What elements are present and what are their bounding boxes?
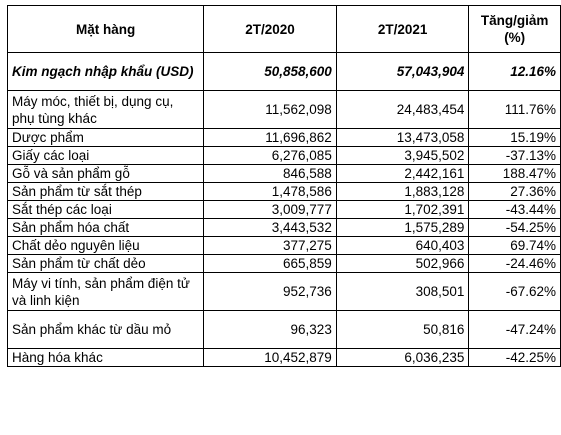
row-2020: 11,696,862 <box>204 129 337 147</box>
row-item: Sản phẩm hóa chất <box>8 219 204 237</box>
row-item: Chất dẻo nguyên liệu <box>8 237 204 255</box>
row-2020: 3,443,532 <box>204 219 337 237</box>
row-change: 15.19% <box>469 129 561 147</box>
table-row <box>8 273 561 311</box>
row-2021: 24,483,454 <box>336 91 469 129</box>
table-row <box>8 219 561 237</box>
row-item: Hàng hóa khác <box>8 349 204 367</box>
header-2t-2021: 2T/2021 <box>336 6 469 53</box>
row-item: Sản phẩm từ chất dẻo <box>8 255 204 273</box>
header-row <box>8 6 561 53</box>
row-change: -54.25% <box>469 219 561 237</box>
row-2021: 502,966 <box>336 255 469 273</box>
row-2020: 377,275 <box>204 237 337 255</box>
row-change: 111.76% <box>469 91 561 129</box>
total-2021: 57,043,904 <box>336 53 469 91</box>
row-2020: 3,009,777 <box>204 201 337 219</box>
row-change: 27.36% <box>469 183 561 201</box>
total-change: 12.16% <box>469 53 561 91</box>
row-2020: 846,588 <box>204 165 337 183</box>
row-2020: 11,562,098 <box>204 91 337 129</box>
row-item: Máy móc, thiết bị, dụng cụ, phụ tùng khác <box>8 91 204 129</box>
row-change: -37.13% <box>469 147 561 165</box>
row-change: -24.46% <box>469 255 561 273</box>
row-change: 188.47% <box>469 165 561 183</box>
row-2021: 13,473,058 <box>336 129 469 147</box>
table-row <box>8 91 561 129</box>
table-row <box>8 237 561 255</box>
row-2021: 2,442,161 <box>336 165 469 183</box>
total-item: Kim ngạch nhập khẩu (USD) <box>8 53 204 91</box>
row-change: -43.44% <box>469 201 561 219</box>
row-2020: 1,478,586 <box>204 183 337 201</box>
row-change: -47.24% <box>469 311 561 349</box>
table-row <box>8 165 561 183</box>
row-item: Sản phẩm từ sắt thép <box>8 183 204 201</box>
row-item: Gỗ và sản phẩm gỗ <box>8 165 204 183</box>
row-item: Sản phẩm khác từ dầu mỏ <box>8 311 204 349</box>
row-2021: 640,403 <box>336 237 469 255</box>
table-row <box>8 311 561 349</box>
row-change: 69.74% <box>469 237 561 255</box>
row-2021: 308,501 <box>336 273 469 311</box>
row-2020: 952,736 <box>204 273 337 311</box>
table-row <box>8 255 561 273</box>
row-2020: 96,323 <box>204 311 337 349</box>
import-table <box>7 5 561 367</box>
row-2020: 10,452,879 <box>204 349 337 367</box>
row-item: Giấy các loại <box>8 147 204 165</box>
row-2020: 6,276,085 <box>204 147 337 165</box>
row-item: Sắt thép các loại <box>8 201 204 219</box>
row-2021: 6,036,235 <box>336 349 469 367</box>
total-row <box>8 53 561 91</box>
row-change: -67.62% <box>469 273 561 311</box>
header-change: Tăng/giảm (%) <box>469 6 561 53</box>
table-row <box>8 129 561 147</box>
table-row <box>8 201 561 219</box>
table-row <box>8 147 561 165</box>
row-item: Máy vi tính, sản phẩm điện tử và linh kiện <box>8 273 204 311</box>
row-2021: 3,945,502 <box>336 147 469 165</box>
table-row <box>8 183 561 201</box>
row-2021: 50,816 <box>336 311 469 349</box>
row-2021: 1,702,391 <box>336 201 469 219</box>
row-2021: 1,883,128 <box>336 183 469 201</box>
table-row <box>8 349 561 367</box>
row-change: -42.25% <box>469 349 561 367</box>
row-2020: 665,859 <box>204 255 337 273</box>
header-item: Mặt hàng <box>8 6 204 53</box>
header-2t-2020: 2T/2020 <box>204 6 337 53</box>
row-item: Dược phẩm <box>8 129 204 147</box>
total-2020: 50,858,600 <box>204 53 337 91</box>
row-2021: 1,575,289 <box>336 219 469 237</box>
